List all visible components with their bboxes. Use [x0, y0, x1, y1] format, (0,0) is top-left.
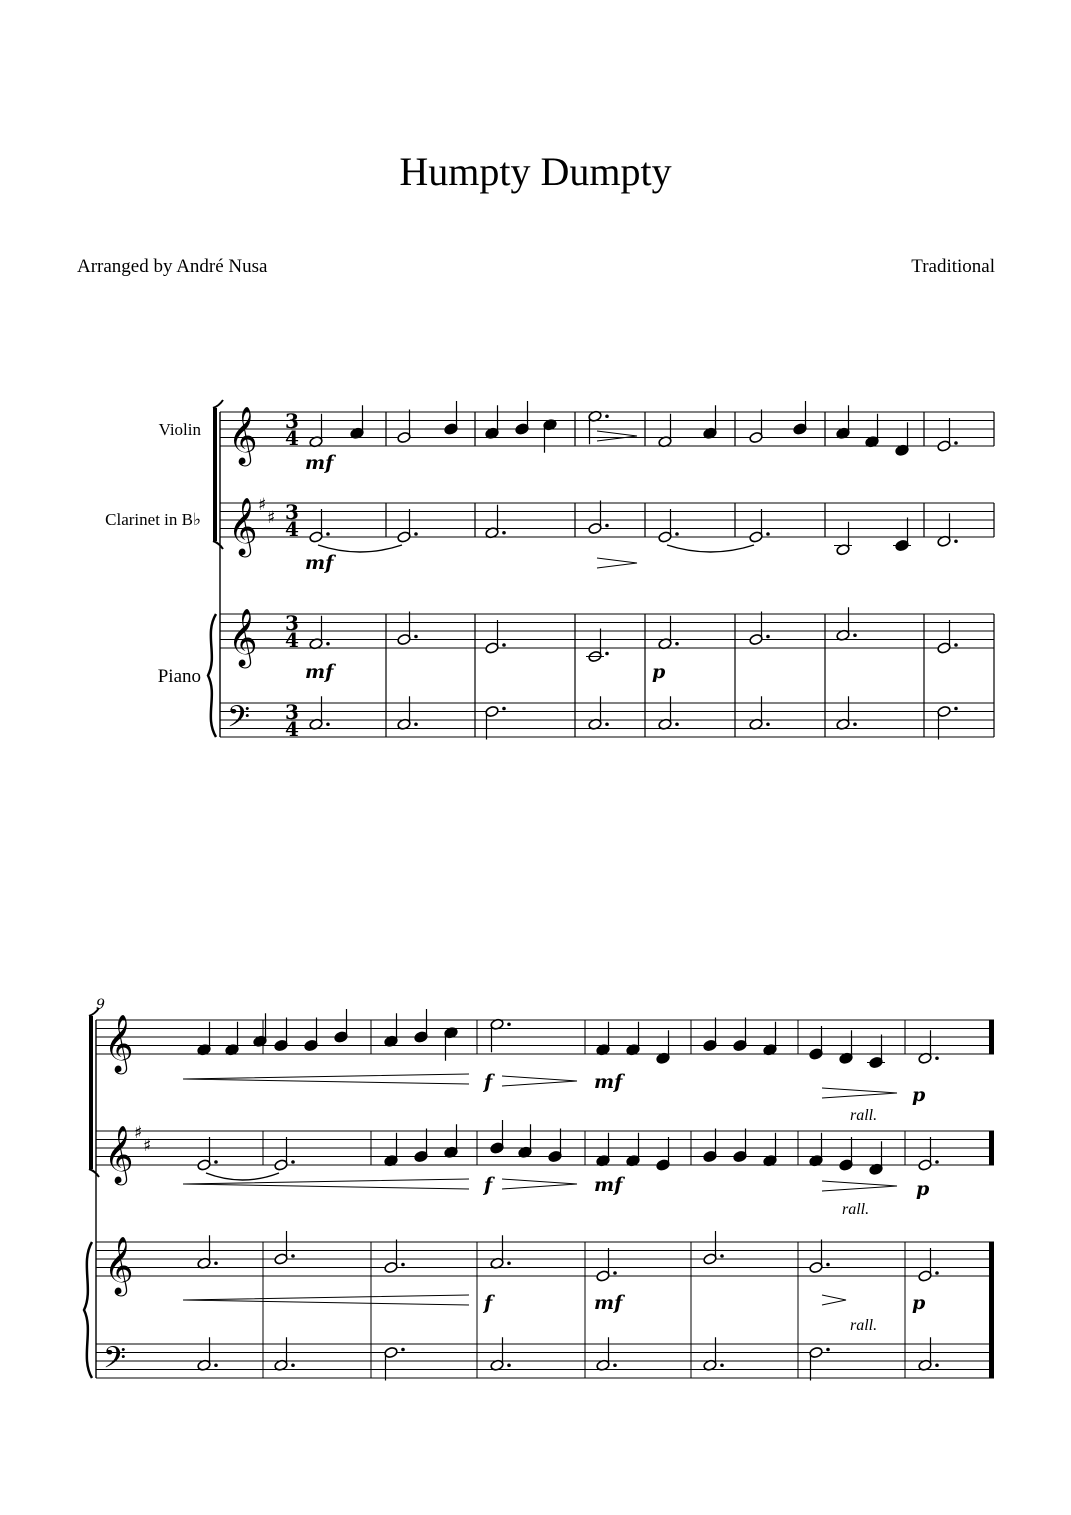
augmentation-dot	[605, 652, 609, 656]
dynamic-p: p	[916, 1178, 930, 1200]
augmentation-dot	[826, 1348, 830, 1352]
crescendo-hairpin	[183, 1074, 469, 1084]
clarinet-label: Clarinet in B♭	[105, 510, 201, 529]
bracket-hook	[213, 400, 223, 408]
augmentation-dot	[502, 643, 506, 647]
treble-clef-icon: 𝄞	[104, 1236, 134, 1294]
augmentation-dot	[766, 532, 770, 536]
sharp-icon: ♯	[258, 495, 267, 515]
augmentation-dot	[826, 1263, 830, 1267]
augmentation-dot	[414, 532, 418, 536]
crescendo-hairpin	[183, 1295, 469, 1305]
treble-clef-icon: 𝄞	[228, 497, 258, 555]
system-bracket	[213, 408, 217, 541]
time-signature-top: 3	[285, 611, 299, 635]
rall-marking: rall.	[850, 1317, 878, 1334]
augmentation-dot	[414, 722, 418, 726]
piano-brace	[84, 1242, 92, 1378]
time-signature-bottom: 4	[285, 717, 299, 741]
augmentation-dot	[507, 1022, 511, 1026]
augmentation-dot	[935, 1271, 939, 1275]
time-signature-top: 3	[285, 409, 299, 433]
augmentation-dot	[853, 722, 857, 726]
treble-clef-icon: 𝄞	[104, 1014, 134, 1072]
augmentation-dot	[954, 707, 958, 711]
augmentation-dot	[326, 642, 330, 646]
augmentation-dot	[935, 1160, 939, 1164]
augmentation-dot	[954, 643, 958, 647]
sharp-icon: ♯	[143, 1135, 152, 1156]
augmentation-dot	[954, 441, 958, 445]
augmentation-dot	[502, 531, 506, 535]
sharp-icon: ♯	[134, 1123, 143, 1143]
augmentation-dot	[214, 1363, 218, 1367]
treble-clef-icon: 𝄞	[228, 608, 258, 666]
time-signature-bottom: 4	[285, 628, 299, 652]
decrescendo-hairpin	[502, 1076, 577, 1086]
final-barline	[989, 1131, 994, 1165]
decrescendo-hairpin	[597, 558, 637, 568]
rall-marking: rall.	[842, 1201, 870, 1218]
bracket-hook	[213, 541, 223, 549]
augmentation-dot	[853, 633, 857, 637]
treble-clef-icon: 𝄞	[104, 1125, 134, 1183]
augmentation-dot	[613, 1271, 617, 1275]
bass-clef-icon: 𝄢	[103, 1341, 127, 1383]
bass-clef-icon: 𝄢	[227, 700, 251, 742]
augmentation-dot	[502, 707, 506, 711]
piano-brace	[208, 614, 216, 737]
augmentation-dot	[613, 1363, 617, 1367]
augmentation-dot	[675, 722, 679, 726]
final-barline	[989, 1020, 994, 1054]
augmentation-dot	[291, 1254, 295, 1258]
augmentation-dot	[935, 1363, 939, 1367]
treble-clef-icon: 𝄞	[228, 406, 258, 464]
augmentation-dot	[414, 635, 418, 639]
final-barline	[989, 1242, 994, 1378]
decrescendo-hairpin	[822, 1295, 846, 1305]
augmentation-dot	[507, 1363, 511, 1367]
dynamic-mf: mf	[594, 1292, 623, 1314]
time-signature-bottom: 4	[285, 517, 299, 541]
augmentation-dot	[935, 1056, 939, 1060]
augmentation-dot	[605, 524, 609, 528]
augmentation-dot	[605, 722, 609, 726]
augmentation-dot	[401, 1263, 405, 1267]
augmentation-dot	[291, 1363, 295, 1367]
decrescendo-hairpin	[822, 1088, 897, 1098]
augmentation-dot	[291, 1160, 295, 1164]
dynamic-mf: mf	[594, 1174, 623, 1196]
bracket-hook	[89, 1169, 99, 1177]
augmentation-dot	[720, 1363, 724, 1367]
dynamic-mf: mf	[305, 661, 334, 683]
dynamic-mf: mf	[305, 452, 334, 474]
augmentation-dot	[766, 722, 770, 726]
score-title: Humpty Dumpty	[399, 149, 672, 194]
tie	[206, 1173, 279, 1180]
arranger-credit: Arranged by André Nusa	[77, 256, 268, 277]
time-signature-bottom: 4	[285, 426, 299, 450]
time-signature-top: 3	[285, 700, 299, 724]
dynamic-p: p	[912, 1292, 926, 1314]
augmentation-dot	[214, 1261, 218, 1265]
sharp-icon: ♯	[267, 507, 276, 528]
augmentation-dot	[401, 1348, 405, 1352]
tie	[667, 545, 754, 552]
augmentation-dot	[326, 722, 330, 726]
augmentation-dot	[720, 1254, 724, 1258]
dynamic-mf: mf	[305, 552, 334, 574]
dynamic-mf: mf	[594, 1071, 623, 1093]
composer-credit: Traditional	[911, 256, 995, 277]
augmentation-dot	[605, 414, 609, 418]
augmentation-dot	[675, 642, 679, 646]
tie	[318, 545, 402, 552]
violin-label: Violin	[158, 420, 201, 439]
decrescendo-hairpin	[502, 1179, 577, 1189]
augmentation-dot	[675, 532, 679, 536]
augmentation-dot	[766, 635, 770, 639]
augmentation-dot	[326, 532, 330, 536]
decrescendo-hairpin	[822, 1181, 897, 1191]
augmentation-dot	[507, 1261, 511, 1265]
dynamic-p: p	[912, 1084, 926, 1106]
dynamic-f: f	[484, 1292, 493, 1314]
decrescendo-hairpin	[597, 431, 637, 441]
dynamic-f: f	[484, 1071, 493, 1093]
rall-marking: rall.	[850, 1107, 878, 1124]
system-bracket	[89, 1016, 93, 1169]
dynamic-f: f	[484, 1174, 493, 1196]
augmentation-dot	[954, 539, 958, 543]
time-signature-top: 3	[285, 500, 299, 524]
crescendo-hairpin	[183, 1179, 469, 1189]
measure-number: 9	[96, 997, 105, 1013]
piano-label: Piano	[157, 666, 201, 687]
dynamic-p: p	[652, 661, 666, 683]
augmentation-dot	[214, 1160, 218, 1164]
